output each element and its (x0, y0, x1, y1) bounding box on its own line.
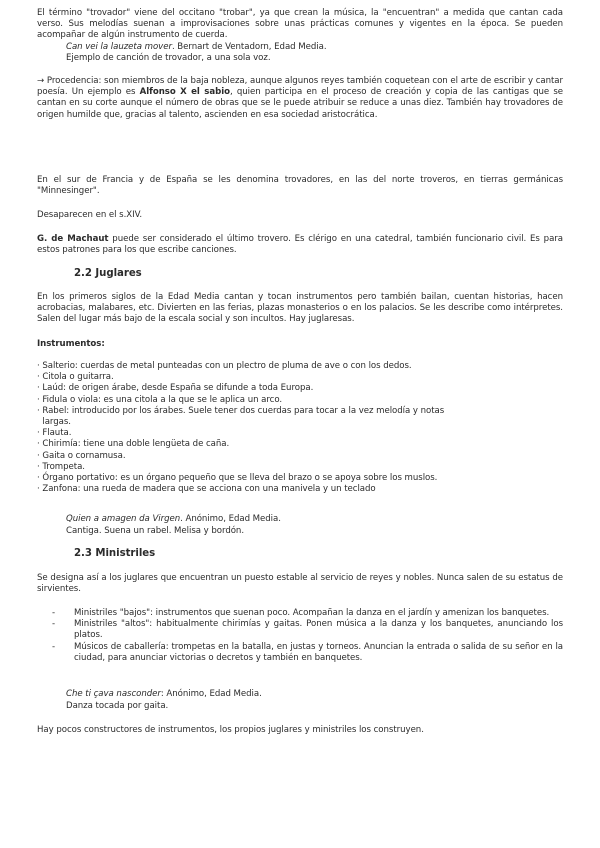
example-trovador-desc: Ejemplo de canción de trovador, a una sola voz. (66, 53, 271, 63)
instrumentos-list (37, 361, 563, 495)
list-item: · Chirimía: tiene una doble lengüeta de caña. (37, 439, 230, 450)
example-trovador (66, 42, 563, 53)
example-ministriles-desc: Danza tocada por gaita. (66, 701, 169, 711)
heading-juglares: 2.2 Juglares (74, 268, 142, 279)
list-item: · Flauta. (37, 428, 72, 439)
paragraph-machaut (37, 234, 563, 256)
list-item: largas. (37, 417, 71, 428)
example-juglares-desc: Cantiga. Suena un rabel. Melisa y bordón. (66, 526, 245, 536)
procedencia-bold: Alfonso X el sabio (139, 87, 230, 98)
list-item: · Citola o guitarra. (37, 372, 114, 383)
ministriles-list (52, 608, 563, 664)
example-trovador-credit: . Bernart de Ventadorn, Edad Media. (171, 42, 327, 52)
example-juglares-title: Quien a amagen da Virgen (66, 514, 181, 524)
list-item-text: Ministriles "bajos": instrumentos que suenan poco. Acompañan la danza en el jardín y amenizan los banquetes. (74, 608, 550, 618)
paragraph-desaparecen: Desaparecen en el s.XIV. (37, 210, 142, 220)
example-ministriles-credit: : Anónimo, Edad Media. (160, 689, 262, 699)
machaut-rest: puede ser considerado el último trovero. Es clérigo en una catedral, también funcionario civil. Es para estos patrones para los que escribe canciones. (37, 234, 563, 256)
instrumentos-label: Instrumentos: (37, 339, 105, 349)
list-item (52, 619, 563, 641)
list-item: · Zanfona: una rueda de madera que se acciona con una manivela y un teclado (37, 484, 376, 495)
procedencia-rest: , quien participa en el proceso de creación y copia de las cantigas que se cantan en su corte aunque el número de obras que se le puede atribuir se reduce a unas diez. También hay trovadores de origen humilde que, gracias al talento, ascienden en esa sociedad aristocrática. (37, 87, 563, 120)
list-item (52, 642, 563, 664)
paragraph-sur: En el sur de Francia y de España se les denomina trovadores, en las del norte troveros, en tierras germánicas "Minnesinger". (37, 175, 563, 197)
heading-ministriles: 2.3 Ministriles (74, 548, 156, 559)
example-trovador-title: Can vei la lauzeta mover (66, 42, 172, 52)
example-ministriles-title: Che ti çava nasconder (66, 689, 161, 699)
list-item: · Rabel: introducido por los árabes. Suele tener dos cuerdas para tocar a la vez melodía y notas (37, 405, 445, 416)
paragraph-ministriles: Se designa así a los juglares que encuentran un puesto estable al servicio de reyes y nobles. Nunca salen de su estatus de sirvientes. (37, 573, 563, 595)
procedencia-lead: → Procedencia: son miembros de la baja nobleza, aunque algunos reyes también coquetean con el arte de escribir y cantar poesía. Un ejemplo es (37, 76, 563, 98)
machaut-bold: G. de Machaut (37, 234, 109, 244)
dash-marker: - (52, 608, 56, 618)
example-ministriles (66, 689, 563, 700)
list-item-text: Músicos de caballería: trompetas en la batalla, en justas y torneos. Anuncian la entrada o salida de su señor en la ciudad, para anunciar victorias o decretos y también en banquetes. (74, 641, 563, 663)
list-item: · Gaita o cornamusa. (37, 450, 126, 461)
paragraph-trovador-intro: El término "trovador" viene del occitano "trobar", ya que crean la música, la "encuentran" a medida que cantan cada verso. Sus melodías suenan a improvisaciones sobre unas prácticas comunes y vigentes en la época. Se pueden acompañar de algún instrumento de cuerda. (37, 8, 563, 41)
list-item: · Trompeta. (37, 461, 85, 472)
paragraph-closing: Hay pocos constructores de instrumentos, los propios juglares y ministriles los construyen. (37, 725, 424, 735)
paragraph-procedencia (37, 76, 563, 121)
example-juglares-credit: . Anónimo, Edad Media. (180, 514, 281, 524)
list-item: · Salterio: cuerdas de metal punteadas con un plectro de pluma de ave o con los dedos. (37, 361, 412, 371)
example-juglares (66, 514, 563, 525)
dash-marker: - (52, 641, 56, 652)
list-item-text: Ministriles "altos": habitualmente chirimías y gaitas. Ponen música a la danza y los banquetes, anunciando los platos. (74, 619, 563, 641)
list-item: · Órgano portativo: es un órgano pequeño que se lleva del brazo o se apoya sobre los muslos. (37, 473, 438, 484)
dash-marker: - (52, 619, 56, 630)
paragraph-juglares: En los primeros siglos de la Edad Media cantan y tocan instrumentos pero también bailan, cuentan historias, hacen acrobacias, malabares, etc. Divierten en las ferias, plazas monasterios o en los palacios. Se les describe como intérpretes. Salen del lugar más bajo de la escala social y son incultos. Hay juglaresas. (37, 292, 563, 325)
list-item: · Fidula o viola: es una citola a la que se le aplica un arco. (37, 394, 283, 405)
list-item (52, 608, 563, 619)
list-item: · Laúd: de origen árabe, desde España se difunde a toda Europa. (37, 383, 314, 394)
